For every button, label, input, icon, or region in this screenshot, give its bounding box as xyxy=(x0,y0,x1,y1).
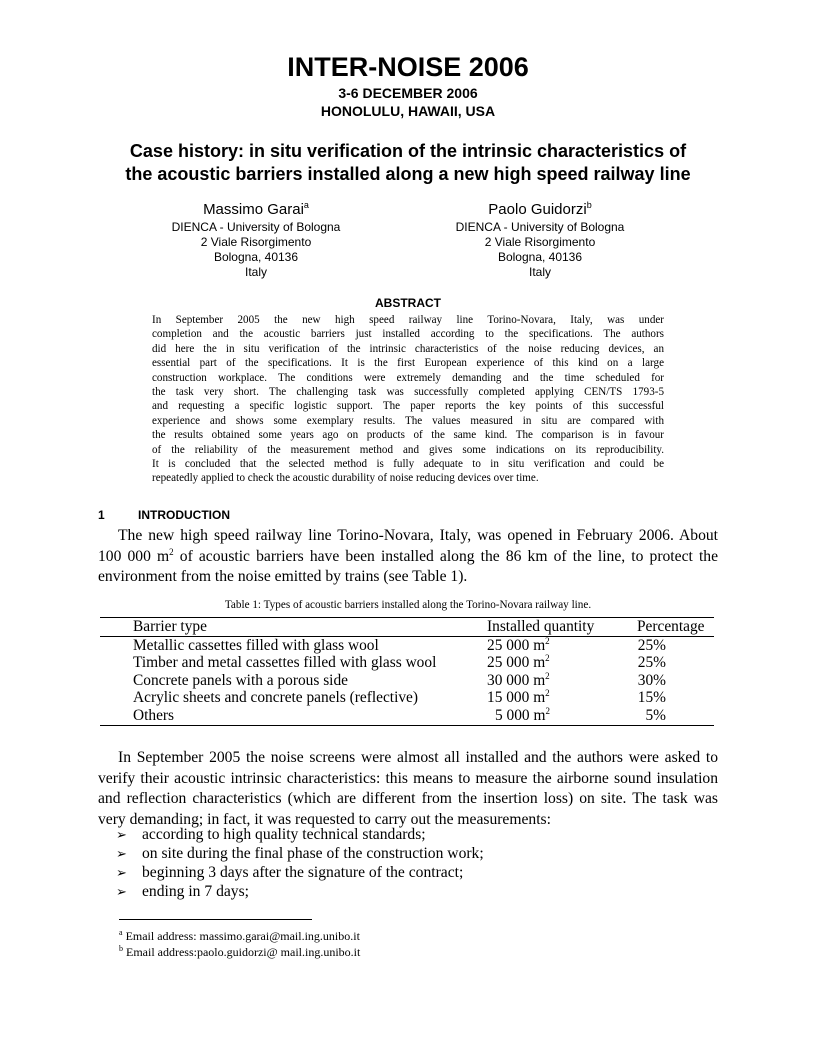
author-country: Italy xyxy=(528,265,551,279)
table-header-cell: Barrier type xyxy=(133,618,207,635)
author-city: Bologna, 40136 xyxy=(497,250,583,264)
arrow-bullet-icon: ➢ xyxy=(116,885,127,900)
table-cell-quantity: 5 000 $m^2$ xyxy=(495,705,550,724)
table-row xyxy=(100,707,714,725)
table-cell-percentage: 5% xyxy=(645,706,666,724)
arrow-bullet-icon: ➢ xyxy=(116,828,127,843)
author-city: Bologna, 40136 xyxy=(213,250,299,264)
section-title: INTRODUCTION xyxy=(138,508,230,522)
conference-date: 3-6 DECEMBER 2006 xyxy=(338,85,478,101)
author-street: 2 Viale Risorgimento xyxy=(484,235,596,249)
author-affiliation: DIENCA - University of Bologna xyxy=(171,220,341,234)
list-item: ➢ ending in 7 days; xyxy=(116,883,249,900)
paragraph-line: In September 2005 the noise screens were almost all installed and the authors were asked to xyxy=(118,749,718,766)
author-street: 2 Viale Risorgimento xyxy=(200,235,312,249)
requirements-list xyxy=(116,825,484,901)
table-row xyxy=(100,672,714,690)
author-block-1 xyxy=(126,200,386,280)
section-heading xyxy=(98,508,230,522)
abstract-line: and requesting a specific logistic support. The paper reports the key points of this successful xyxy=(152,400,664,413)
paragraph-line: and reflection characteristics (which are different from the insertion loss) on site. The task was xyxy=(98,790,718,807)
abstract-body xyxy=(152,313,664,486)
conference-location: HONOLULU, HAWAII, USA xyxy=(320,103,496,119)
table-row xyxy=(100,637,714,655)
section-number: 1 xyxy=(98,508,105,522)
arrow-bullet-icon: ➢ xyxy=(116,847,127,862)
abstract-line: the results obtained some years ago on products of the same kind. The comparison is in favour xyxy=(152,429,664,442)
abstract-line: repeatedly applied to check the acoustic durability of noise reducing devices over time. xyxy=(152,472,539,485)
paragraph-line: The new high speed railway line Torino-Novara, Italy, was opened in February 2006. About xyxy=(118,527,718,544)
barrier-table xyxy=(100,617,714,726)
abstract-line: of the reliability of the measurement method and gives some indications on its reproducibility. xyxy=(152,443,664,456)
table-cell-quantity: 25 000 $m^2$ xyxy=(487,653,550,672)
author-name: Massimo Garai$^a$ xyxy=(203,200,309,218)
abstract-line: In September 2005 the new high speed railway line Torino-Novara, Italy, was under xyxy=(152,314,664,326)
author-affiliation: DIENCA - University of Bologna xyxy=(455,220,625,234)
intro-paragraph xyxy=(98,526,718,588)
author-name: Paolo Guidorzi$^b$ xyxy=(488,200,592,218)
footnotes xyxy=(119,928,360,960)
abstract-line: the task very short. The challenging task was successfully completed applying CEN/TS 1793-5 xyxy=(152,385,664,398)
table-cell-type: Metallic cassettes filled with glass wool xyxy=(133,636,379,654)
paragraph-line: verify their acoustic intrinsic characteristics: this means to measure the airborne sound insulation xyxy=(98,769,718,787)
abstract-line: It is concluded that the selected method is fully adequate to in situ verification and could be xyxy=(152,457,664,470)
footnote-a: $^a$ Email address: massimo.garai@mail.ing.unibo.it xyxy=(119,928,360,943)
table-cell-percentage: 25% xyxy=(637,654,666,672)
paper-title xyxy=(0,140,816,186)
paragraph-line: 100 000 $m^2$ of acoustic barriers have been installed along the 86 km of the line, to protect the xyxy=(98,546,718,565)
paper-title-line-2: the acoustic barriers installed along a new high speed railway line xyxy=(125,164,691,184)
table-cell-quantity: 25 000 $m^2$ xyxy=(487,635,550,654)
body-paragraph xyxy=(98,748,718,830)
table-cell-type: Acrylic sheets and concrete panels (reflective) xyxy=(133,689,419,707)
table-caption: Table 1: Types of acoustic barriers installed along the Torino-Novara railway line. xyxy=(224,599,592,611)
table-row xyxy=(100,689,714,707)
table-cell-type: Concrete panels with a porous side xyxy=(133,671,348,689)
table-row xyxy=(100,654,714,672)
list-item: ➢ according to high quality technical standards; xyxy=(116,826,426,843)
paragraph-line: environment from the noise emitted by trains (see Table 1). xyxy=(98,568,468,585)
table-cell-percentage: 30% xyxy=(637,671,666,689)
footnote-b: $^b$ Email address:paolo.guidorzi@ mail.ing.unibo.it xyxy=(119,944,361,959)
abstract-line: essential part of the specifications. It is the first European experience of this kind on a large xyxy=(152,357,664,370)
table-cell-percentage: 15% xyxy=(637,689,666,707)
author-footnote-mark: a xyxy=(303,200,309,210)
table-header-cell: Installed quantity xyxy=(487,618,595,635)
footnote-separator xyxy=(119,919,312,920)
list-item: ➢ on site during the final phase of the construction work; xyxy=(116,845,484,862)
author-block-2 xyxy=(410,200,670,280)
abstract-line: experience and shows some exemplary results. The values measured in situ are compared with xyxy=(152,414,664,427)
table-header-cell: Percentage xyxy=(637,618,705,635)
paragraph-line: very demanding; in fact, it was requested to carry out the measurements: xyxy=(98,810,551,828)
abstract-line: did here the in situ verification of the intrinsic characteristics of the noise reducing devices, an xyxy=(152,342,664,355)
table-bottom-rule xyxy=(100,725,714,726)
table-cell-quantity: 30 000 $m^2$ xyxy=(487,670,550,689)
table-cell-type: Timber and metal cassettes filled with glass wool xyxy=(133,654,437,672)
abstract-heading: ABSTRACT xyxy=(375,296,441,310)
paper-title-line-1: Case history: in situ verification of the intrinsic characteristics of xyxy=(129,141,687,161)
list-item: ➢ beginning 3 days after the signature of the contract; xyxy=(116,864,464,881)
author-country: Italy xyxy=(244,265,267,279)
arrow-bullet-icon: ➢ xyxy=(116,866,127,881)
table-cell-type: Others xyxy=(133,706,175,724)
table-cell-quantity: 15 000 $m^2$ xyxy=(487,688,550,707)
table-header-row xyxy=(100,618,714,636)
abstract-line: completion and the acoustic barriers just installed according to the specifications. The authors xyxy=(152,328,664,341)
conference-title: INTER-NOISE 2006 xyxy=(287,52,529,82)
abstract-line: construction workplace. The conditions were extremely demanding and the time scheduled for xyxy=(152,371,664,384)
table-cell-percentage: 25% xyxy=(637,636,666,654)
author-footnote-mark: b xyxy=(586,200,592,210)
